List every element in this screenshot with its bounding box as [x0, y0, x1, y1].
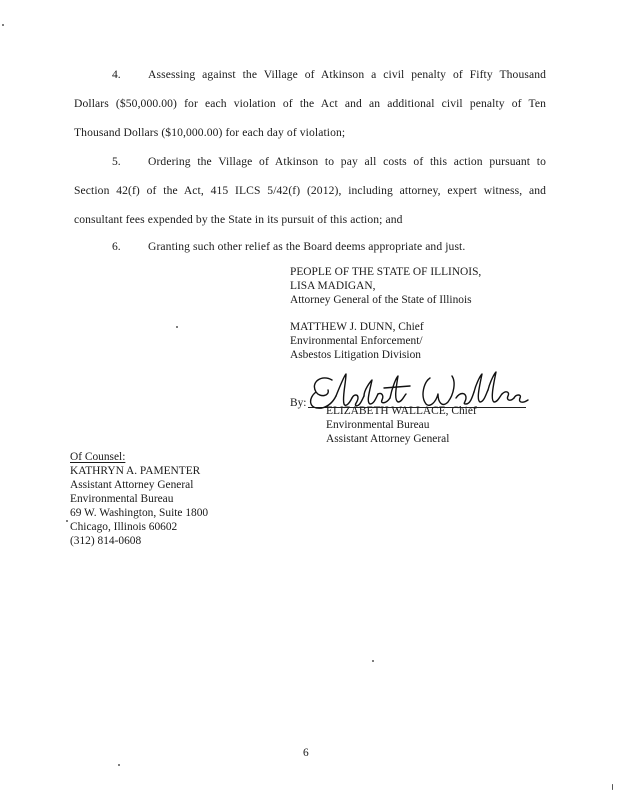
scan-speck [2, 24, 4, 26]
attorney-general-name: LISA MADIGAN, [290, 280, 376, 292]
chief-block [290, 320, 424, 362]
signature-block [290, 265, 481, 307]
counsel-title: Assistant Attorney General [70, 479, 194, 491]
page-number: 6 [303, 747, 309, 759]
scan-speck [176, 326, 178, 328]
chief-division-line-2: Asbestos Litigation Division [290, 349, 421, 361]
paragraph-4-line-1 [148, 68, 546, 81]
by-label: By: [290, 397, 307, 409]
paragraph-5-line-2 [74, 184, 546, 197]
chief-name: MATTHEW J. DUNN, Chief [290, 321, 424, 333]
paragraph-5-line-1 [148, 155, 546, 168]
chief-division-line-1: Environmental Enforcement/ [290, 335, 423, 347]
paragraph-4-number: 4. [112, 68, 121, 81]
counsel-phone: (312) 814-0608 [70, 535, 142, 547]
scan-speck [118, 764, 120, 766]
counsel-address-line-1: 69 W. Washington, Suite 1800 [70, 507, 209, 519]
paragraph-4-line-2 [74, 97, 546, 110]
scan-speck [612, 784, 613, 790]
paragraph-5-line-1-text: Ordering the Village of Atkinson to pay all costs of this action pursuant to [148, 155, 546, 168]
paragraph-4-line-2-text: Dollars ($50,000.00) for each violation of the Act and an additional civil penalty of Ten [74, 97, 546, 110]
paragraph-4-line-1-text: Assessing against the Village of Atkinson a civil penalty of Fifty Thousand [148, 68, 546, 81]
signer-block [326, 404, 477, 446]
scan-speck [372, 660, 374, 662]
counsel-name: KATHRYN A. PAMENTER [70, 465, 201, 477]
paragraph-5-number: 5. [112, 155, 121, 168]
attorney-general-title: Attorney General of the State of Illinois [290, 294, 472, 306]
scan-speck [66, 520, 68, 522]
party-name: PEOPLE OF THE STATE OF ILLINOIS, [290, 266, 482, 278]
paragraph-4-line-3: Thousand Dollars ($10,000.00) for each day of violation; [74, 126, 346, 139]
counsel-bureau: Environmental Bureau [70, 493, 174, 505]
paragraph-6-line-1: Granting such other relief as the Board deems appropriate and just. [148, 240, 466, 253]
paragraph-5-line-3: consultant fees expended by the State in its pursuit of this action; and [74, 213, 403, 226]
counsel-address-line-2: Chicago, Illinois 60602 [70, 521, 178, 533]
signer-name: ELIZABETH WALLACE, Chief [326, 405, 477, 417]
paragraph-6-number: 6. [112, 240, 121, 253]
paragraph-5-line-2-text: Section 42(f) of the Act, 415 ILCS 5/42(f) (2012), including attorney, expert witness, and [74, 184, 546, 197]
counsel-heading: Of Counsel: [70, 451, 126, 463]
signer-bureau: Environmental Bureau [326, 419, 430, 431]
counsel-block [70, 450, 208, 548]
signer-title: Assistant Attorney General [326, 433, 450, 445]
